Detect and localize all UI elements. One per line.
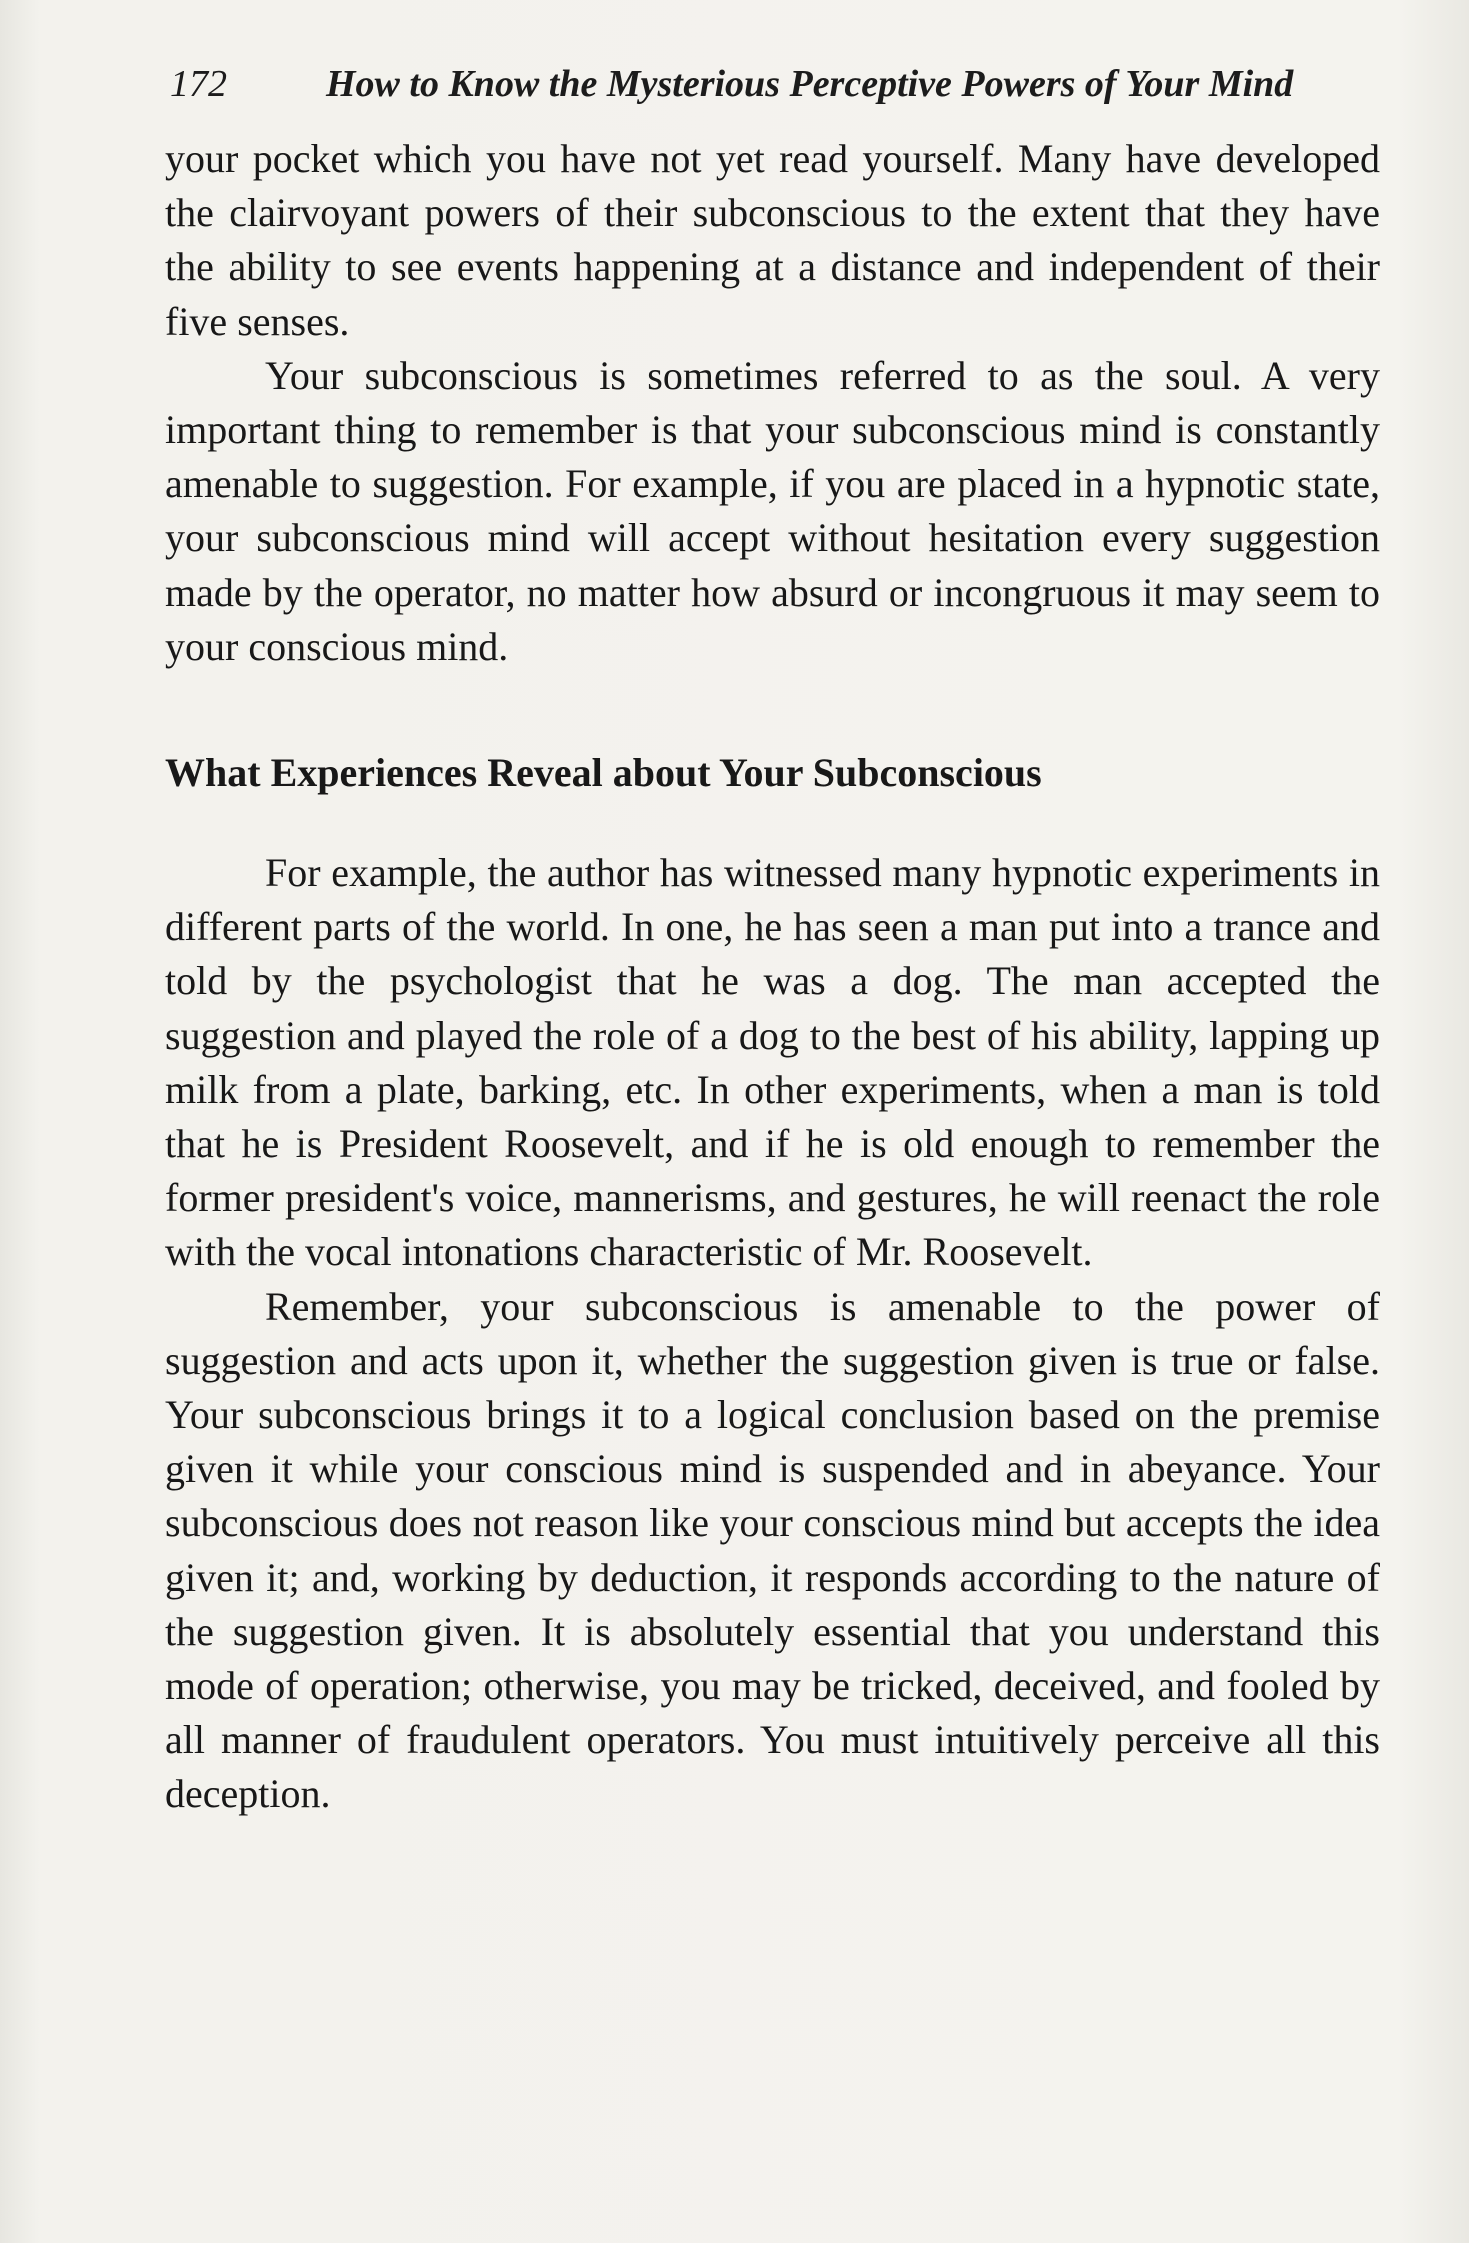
running-title: How to Know the Mysterious Perceptive Powers of Your Mind: [326, 63, 1294, 105]
page-body: [165, 132, 1380, 1822]
page-header: [170, 62, 1385, 132]
paragraph-experiments: For example, the author has witnessed many hypnotic experiments in different parts of the world. In one, he has seen a man put into a trance and told by the psychologist that he was a dog. The man accepted the suggestion and played the role of a dog to the best of his ability, lapping up milk from a plate, barking, etc. In other experiments, when a man is told that he is President Roosevelt, and if he is old enough to remember the former president's voice, mannerisms, and gestures, he will reenact the role with the vocal intonations characteristic of Mr. Roosevelt.: [165, 850, 1380, 1275]
paragraph-soul: Your subconscious is sometimes referred to as the soul. A very important thing to remember is that your subconscious mind is constantly amenable to suggestion. For example, if you are placed in a hypnotic state, your subconscious mind will accept without hesitation every suggestion made by the operator, no matter how absurd or incongruous it may seem to your conscious mind.: [165, 352, 1380, 669]
page-number: 172: [170, 63, 227, 105]
section-heading: What Experiences Reveal about Your Subconscious: [165, 750, 1042, 796]
paragraph-continued: your pocket which you have not yet read yourself. Many have developed the clairvoyant powers of their subconscious to the extent that they have the ability to see events happening at a distance and independent of their five senses.: [165, 136, 1380, 344]
paragraph-remember: Remember, your subconscious is amenable to the power of suggestion and acts upon it, whether the suggestion given is true or false. Your subconscious brings it to a logical conclusion based on the premise given it while your conscious mind is suspended and in abeyance. Your subconscious does not reason like your conscious mind but accepts the idea given it; and, working by deduction, it responds according to the nature of the suggestion given. It is absolutely essential that you understand this mode of operation; otherwise, you may be tricked, deceived, and fooled by all manner of fraudulent operators. You must intuitively perceive all this deception.: [165, 1283, 1380, 1817]
